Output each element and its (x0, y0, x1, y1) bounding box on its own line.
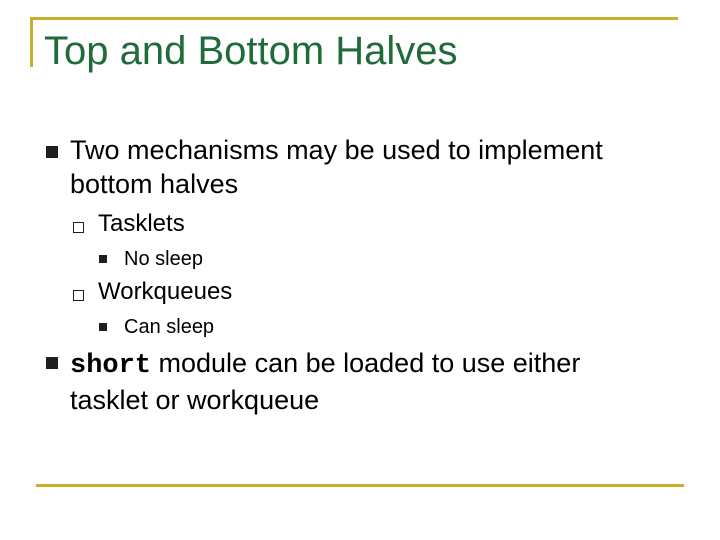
bullet-2-text (70, 346, 690, 417)
sub-sub-bullet-no-sleep: No sleep (124, 248, 203, 270)
filled-square-bullet-icon (46, 146, 58, 158)
title-frame-left-rule (30, 17, 33, 67)
sub-bullet-workqueues: Workqueues (98, 278, 233, 305)
sub-bullet-tasklets: Tasklets (98, 210, 185, 237)
bullet-2-line-2: tasklet or workqueue (70, 385, 320, 415)
bullet-1-text (70, 133, 690, 201)
filled-square-bullet-icon (99, 255, 107, 263)
bullet-2-line-1 (70, 346, 690, 383)
bullet-1-line-2: bottom halves (70, 169, 239, 199)
hollow-square-bullet-icon (73, 290, 84, 301)
code-short: short (70, 351, 152, 381)
bullet-1-line-1: Two mechanisms may be used to implement (70, 135, 603, 165)
bullet-2-line-1-rest: module can be loaded to use either (151, 348, 581, 378)
filled-square-bullet-icon (46, 357, 58, 369)
hollow-square-bullet-icon (73, 222, 84, 233)
slide-title: Top and Bottom Halves (44, 29, 458, 73)
title-frame-top-rule (30, 17, 678, 20)
filled-square-bullet-icon (99, 323, 107, 331)
sub-sub-bullet-can-sleep: Can sleep (124, 316, 215, 338)
footer-rule (36, 484, 684, 487)
